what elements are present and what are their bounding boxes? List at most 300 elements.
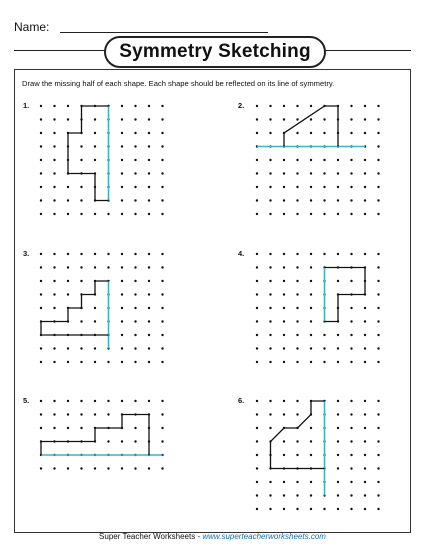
grid-dot	[121, 320, 123, 322]
grid-dot	[161, 118, 163, 120]
grid-dot	[364, 199, 366, 201]
grid-dot	[296, 266, 298, 268]
problem-number: 1.	[23, 101, 30, 110]
grid-dot	[134, 361, 136, 363]
grid-dot	[53, 199, 55, 201]
grid-dot	[67, 293, 69, 295]
grid-dot	[161, 280, 163, 282]
grid-dot	[161, 172, 163, 174]
grid-dot	[310, 440, 312, 442]
grid-dot	[161, 467, 163, 469]
grid-dot	[148, 361, 150, 363]
grid-dot	[350, 481, 352, 483]
grid-dot	[269, 132, 271, 134]
grid-dot	[377, 508, 379, 510]
grid-dot	[94, 145, 96, 147]
grid-dot	[40, 118, 42, 120]
grid-dot	[256, 213, 258, 215]
grid-dot	[269, 280, 271, 282]
grid-dot	[256, 118, 258, 120]
grid-dot	[377, 494, 379, 496]
grid-dot	[296, 213, 298, 215]
grid-dot	[134, 467, 136, 469]
grid-dot	[364, 481, 366, 483]
grid-dot	[377, 320, 379, 322]
grid-dot	[67, 253, 69, 255]
grid-dot	[256, 186, 258, 188]
grid-dot	[296, 347, 298, 349]
grid-dot	[94, 413, 96, 415]
page-title: Symmetry Sketching	[119, 41, 311, 62]
grid-dot	[310, 172, 312, 174]
grid-dot	[53, 361, 55, 363]
grid-dot	[121, 266, 123, 268]
grid-dot	[269, 159, 271, 161]
problem-5	[22, 395, 202, 515]
grid-dot	[40, 186, 42, 188]
grid-dot	[80, 280, 82, 282]
grid-dot	[364, 307, 366, 309]
grid-dot	[269, 347, 271, 349]
grid-dot	[53, 280, 55, 282]
grid-dot	[161, 347, 163, 349]
grid-dot	[148, 347, 150, 349]
dot-grid	[238, 100, 418, 220]
grid-dot	[121, 467, 123, 469]
grid-dot	[337, 413, 339, 415]
grid-dot	[134, 307, 136, 309]
grid-dot	[94, 400, 96, 402]
grid-dot	[350, 454, 352, 456]
grid-dot	[80, 400, 82, 402]
grid-dot	[94, 320, 96, 322]
grid-dot	[377, 481, 379, 483]
grid-dot	[283, 440, 285, 442]
grid-dot	[256, 454, 258, 456]
grid-dot	[121, 280, 123, 282]
grid-dot	[296, 481, 298, 483]
grid-dot	[53, 118, 55, 120]
grid-dot	[94, 347, 96, 349]
grid-dot	[148, 253, 150, 255]
grid-dot	[40, 213, 42, 215]
grid-dot	[283, 494, 285, 496]
grid-dot	[40, 467, 42, 469]
grid-dot	[134, 213, 136, 215]
grid-dot	[107, 440, 109, 442]
grid-dot	[377, 440, 379, 442]
grid-dot	[337, 508, 339, 510]
grid-dot	[134, 266, 136, 268]
grid-dot	[148, 293, 150, 295]
grid-dot	[377, 334, 379, 336]
grid-dot	[107, 213, 109, 215]
problem-4	[238, 248, 418, 368]
grid-dot	[40, 132, 42, 134]
grid-dot	[296, 320, 298, 322]
problem-3	[22, 248, 202, 368]
grid-dot	[377, 361, 379, 363]
grid-dot	[283, 118, 285, 120]
grid-dot	[337, 253, 339, 255]
problem-number: 6.	[238, 396, 245, 405]
grid-dot	[80, 213, 82, 215]
grid-dot	[310, 266, 312, 268]
grid-dot	[107, 361, 109, 363]
grid-dot	[269, 172, 271, 174]
grid-dot	[94, 213, 96, 215]
grid-dot	[350, 280, 352, 282]
grid-dot	[40, 347, 42, 349]
grid-dot	[296, 334, 298, 336]
grid-dot	[121, 118, 123, 120]
grid-dot	[364, 105, 366, 107]
grid-dot	[283, 454, 285, 456]
grid-dot	[269, 105, 271, 107]
grid-dot	[40, 145, 42, 147]
grid-dot	[296, 454, 298, 456]
grid-dot	[350, 467, 352, 469]
footer-link[interactable]: www.superteacherworksheets.com	[202, 532, 326, 541]
grid-dot	[121, 186, 123, 188]
grid-dot	[269, 307, 271, 309]
grid-dot	[377, 105, 379, 107]
grid-dot	[94, 361, 96, 363]
grid-dot	[256, 467, 258, 469]
grid-dot	[256, 266, 258, 268]
grid-dot	[310, 334, 312, 336]
grid-dot	[134, 334, 136, 336]
grid-dot	[40, 105, 42, 107]
grid-dot	[40, 199, 42, 201]
grid-dot	[296, 361, 298, 363]
grid-dot	[337, 454, 339, 456]
grid-dot	[121, 334, 123, 336]
grid-dot	[377, 132, 379, 134]
dot-grid	[22, 248, 202, 368]
grid-dot	[337, 400, 339, 402]
grid-dot	[350, 307, 352, 309]
grid-dot	[364, 427, 366, 429]
grid-dot	[337, 159, 339, 161]
grid-dot	[283, 347, 285, 349]
grid-dot	[283, 400, 285, 402]
grid-dot	[296, 400, 298, 402]
grid-dot	[40, 266, 42, 268]
grid-dot	[67, 213, 69, 215]
grid-dot	[283, 361, 285, 363]
grid-dot	[67, 361, 69, 363]
grid-dot	[148, 172, 150, 174]
grid-dot	[53, 213, 55, 215]
grid-dot	[364, 440, 366, 442]
grid-dot	[323, 253, 325, 255]
grid-dot	[53, 467, 55, 469]
grid-dot	[296, 280, 298, 282]
problem-6	[238, 395, 418, 515]
grid-dot	[161, 266, 163, 268]
grid-dot	[310, 132, 312, 134]
grid-dot	[107, 266, 109, 268]
grid-dot	[121, 347, 123, 349]
grid-dot	[161, 307, 163, 309]
grid-dot	[310, 105, 312, 107]
grid-dot	[364, 118, 366, 120]
grid-dot	[269, 253, 271, 255]
grid-dot	[364, 186, 366, 188]
grid-dot	[310, 320, 312, 322]
grid-dot	[107, 413, 109, 415]
grid-dot	[283, 213, 285, 215]
grid-dot	[296, 440, 298, 442]
grid-dot	[350, 199, 352, 201]
grid-dot	[350, 347, 352, 349]
grid-dot	[364, 172, 366, 174]
grid-dot	[337, 481, 339, 483]
grid-dot	[121, 132, 123, 134]
grid-dot	[53, 293, 55, 295]
grid-dot	[67, 427, 69, 429]
grid-dot	[121, 307, 123, 309]
dot-grid	[238, 395, 418, 515]
grid-dot	[350, 413, 352, 415]
grid-dot	[310, 186, 312, 188]
grid-dot	[337, 427, 339, 429]
grid-dot	[377, 159, 379, 161]
grid-dot	[310, 494, 312, 496]
grid-dot	[269, 481, 271, 483]
grid-dot	[67, 118, 69, 120]
grid-dot	[121, 145, 123, 147]
grid-dot	[350, 132, 352, 134]
grid-dot	[134, 293, 136, 295]
grid-dot	[107, 253, 109, 255]
grid-dot	[148, 213, 150, 215]
footer-text: Super Teacher Worksheets -	[99, 532, 203, 541]
grid-dot	[80, 347, 82, 349]
grid-dot	[256, 280, 258, 282]
grid-dot	[310, 481, 312, 483]
grid-dot	[53, 172, 55, 174]
half-shape	[41, 415, 149, 456]
dot-grid	[238, 248, 418, 368]
half-shape	[271, 401, 325, 469]
grid-dot	[296, 172, 298, 174]
grid-dot	[161, 413, 163, 415]
grid-dot	[161, 213, 163, 215]
grid-dot	[80, 199, 82, 201]
grid-dot	[134, 145, 136, 147]
grid-dot	[121, 253, 123, 255]
grid-dot	[256, 334, 258, 336]
grid-dot	[364, 213, 366, 215]
grid-dot	[323, 213, 325, 215]
grid-dot	[377, 413, 379, 415]
half-shape	[284, 106, 338, 147]
grid-dot	[350, 320, 352, 322]
grid-dot	[94, 118, 96, 120]
grid-dot	[121, 293, 123, 295]
grid-dot	[283, 199, 285, 201]
name-label: Name:	[14, 20, 50, 34]
grid-dot	[377, 199, 379, 201]
grid-dot	[80, 159, 82, 161]
grid-dot	[121, 172, 123, 174]
grid-dot	[377, 467, 379, 469]
grid-dot	[350, 494, 352, 496]
grid-dot	[350, 186, 352, 188]
grid-dot	[269, 266, 271, 268]
grid-dot	[256, 172, 258, 174]
grid-dot	[337, 347, 339, 349]
grid-dot	[337, 280, 339, 282]
grid-dot	[296, 494, 298, 496]
grid-dot	[350, 118, 352, 120]
grid-dot	[310, 508, 312, 510]
grid-dot	[148, 467, 150, 469]
grid-dot	[310, 118, 312, 120]
grid-dot	[283, 186, 285, 188]
problem-number: 3.	[23, 249, 30, 258]
grid-dot	[310, 307, 312, 309]
grid-dot	[310, 293, 312, 295]
grid-dot	[148, 186, 150, 188]
grid-dot	[94, 467, 96, 469]
grid-dot	[269, 494, 271, 496]
grid-dot	[323, 186, 325, 188]
grid-dot	[269, 118, 271, 120]
grid-dot	[364, 413, 366, 415]
grid-dot	[80, 266, 82, 268]
grid-dot	[256, 132, 258, 134]
grid-dot	[134, 400, 136, 402]
grid-dot	[94, 132, 96, 134]
grid-dot	[296, 105, 298, 107]
grid-dot	[256, 105, 258, 107]
grid-dot	[377, 293, 379, 295]
problem-number: 4.	[238, 249, 245, 258]
grid-dot	[161, 320, 163, 322]
grid-dot	[67, 413, 69, 415]
grid-dot	[377, 253, 379, 255]
grid-dot	[121, 159, 123, 161]
grid-dot	[80, 145, 82, 147]
grid-dot	[53, 413, 55, 415]
grid-dot	[377, 280, 379, 282]
instructions: Draw the missing half of each shape. Each shape should be reflected on its line of symmetry.	[22, 79, 335, 88]
grid-dot	[283, 172, 285, 174]
grid-dot	[269, 199, 271, 201]
footer	[0, 532, 425, 541]
grid-dot	[40, 293, 42, 295]
grid-dot	[350, 213, 352, 215]
grid-dot	[256, 320, 258, 322]
grid-dot	[80, 320, 82, 322]
grid-dot	[134, 199, 136, 201]
grid-dot	[148, 118, 150, 120]
grid-dot	[337, 440, 339, 442]
grid-dot	[350, 105, 352, 107]
grid-dot	[350, 334, 352, 336]
grid-dot	[377, 400, 379, 402]
grid-dot	[323, 199, 325, 201]
grid-dot	[377, 347, 379, 349]
grid-dot	[161, 427, 163, 429]
problem-number: 2.	[238, 101, 245, 110]
grid-dot	[148, 280, 150, 282]
grid-dot	[134, 118, 136, 120]
grid-dot	[134, 440, 136, 442]
grid-dot	[161, 105, 163, 107]
grid-dot	[269, 213, 271, 215]
grid-dot	[94, 307, 96, 309]
grid-dot	[67, 280, 69, 282]
grid-dot	[53, 427, 55, 429]
grid-dot	[296, 186, 298, 188]
grid-dot	[94, 159, 96, 161]
grid-dot	[53, 186, 55, 188]
grid-dot	[161, 199, 163, 201]
problem-number: 5.	[23, 396, 30, 405]
grid-dot	[80, 467, 82, 469]
grid-dot	[134, 186, 136, 188]
grid-dot	[121, 105, 123, 107]
grid-dot	[283, 105, 285, 107]
grid-dot	[121, 199, 123, 201]
grid-dot	[364, 159, 366, 161]
grid-dot	[94, 266, 96, 268]
grid-dot	[161, 293, 163, 295]
grid-dot	[256, 361, 258, 363]
grid-dot	[296, 253, 298, 255]
grid-dot	[377, 307, 379, 309]
grid-dot	[350, 159, 352, 161]
grid-dot	[134, 172, 136, 174]
grid-dot	[350, 440, 352, 442]
dot-grid	[22, 100, 202, 220]
grid-dot	[283, 413, 285, 415]
grid-dot	[67, 467, 69, 469]
grid-dot	[296, 118, 298, 120]
grid-dot	[283, 320, 285, 322]
grid-dot	[269, 400, 271, 402]
grid-dot	[161, 440, 163, 442]
grid-dot	[148, 145, 150, 147]
grid-dot	[337, 186, 339, 188]
grid-dot	[40, 413, 42, 415]
grid-dot	[40, 427, 42, 429]
grid-dot	[323, 347, 325, 349]
grid-dot	[107, 400, 109, 402]
grid-dot	[53, 307, 55, 309]
grid-dot	[67, 186, 69, 188]
grid-dot	[350, 172, 352, 174]
problem-2	[238, 100, 418, 220]
name-line	[60, 32, 268, 33]
grid-dot	[148, 132, 150, 134]
grid-dot	[256, 508, 258, 510]
grid-dot	[323, 118, 325, 120]
grid-dot	[350, 508, 352, 510]
grid-dot	[364, 494, 366, 496]
grid-dot	[337, 494, 339, 496]
grid-dot	[269, 186, 271, 188]
grid-dot	[283, 508, 285, 510]
grid-dot	[337, 361, 339, 363]
grid-dot	[310, 347, 312, 349]
grid-dot	[134, 132, 136, 134]
grid-dot	[256, 293, 258, 295]
